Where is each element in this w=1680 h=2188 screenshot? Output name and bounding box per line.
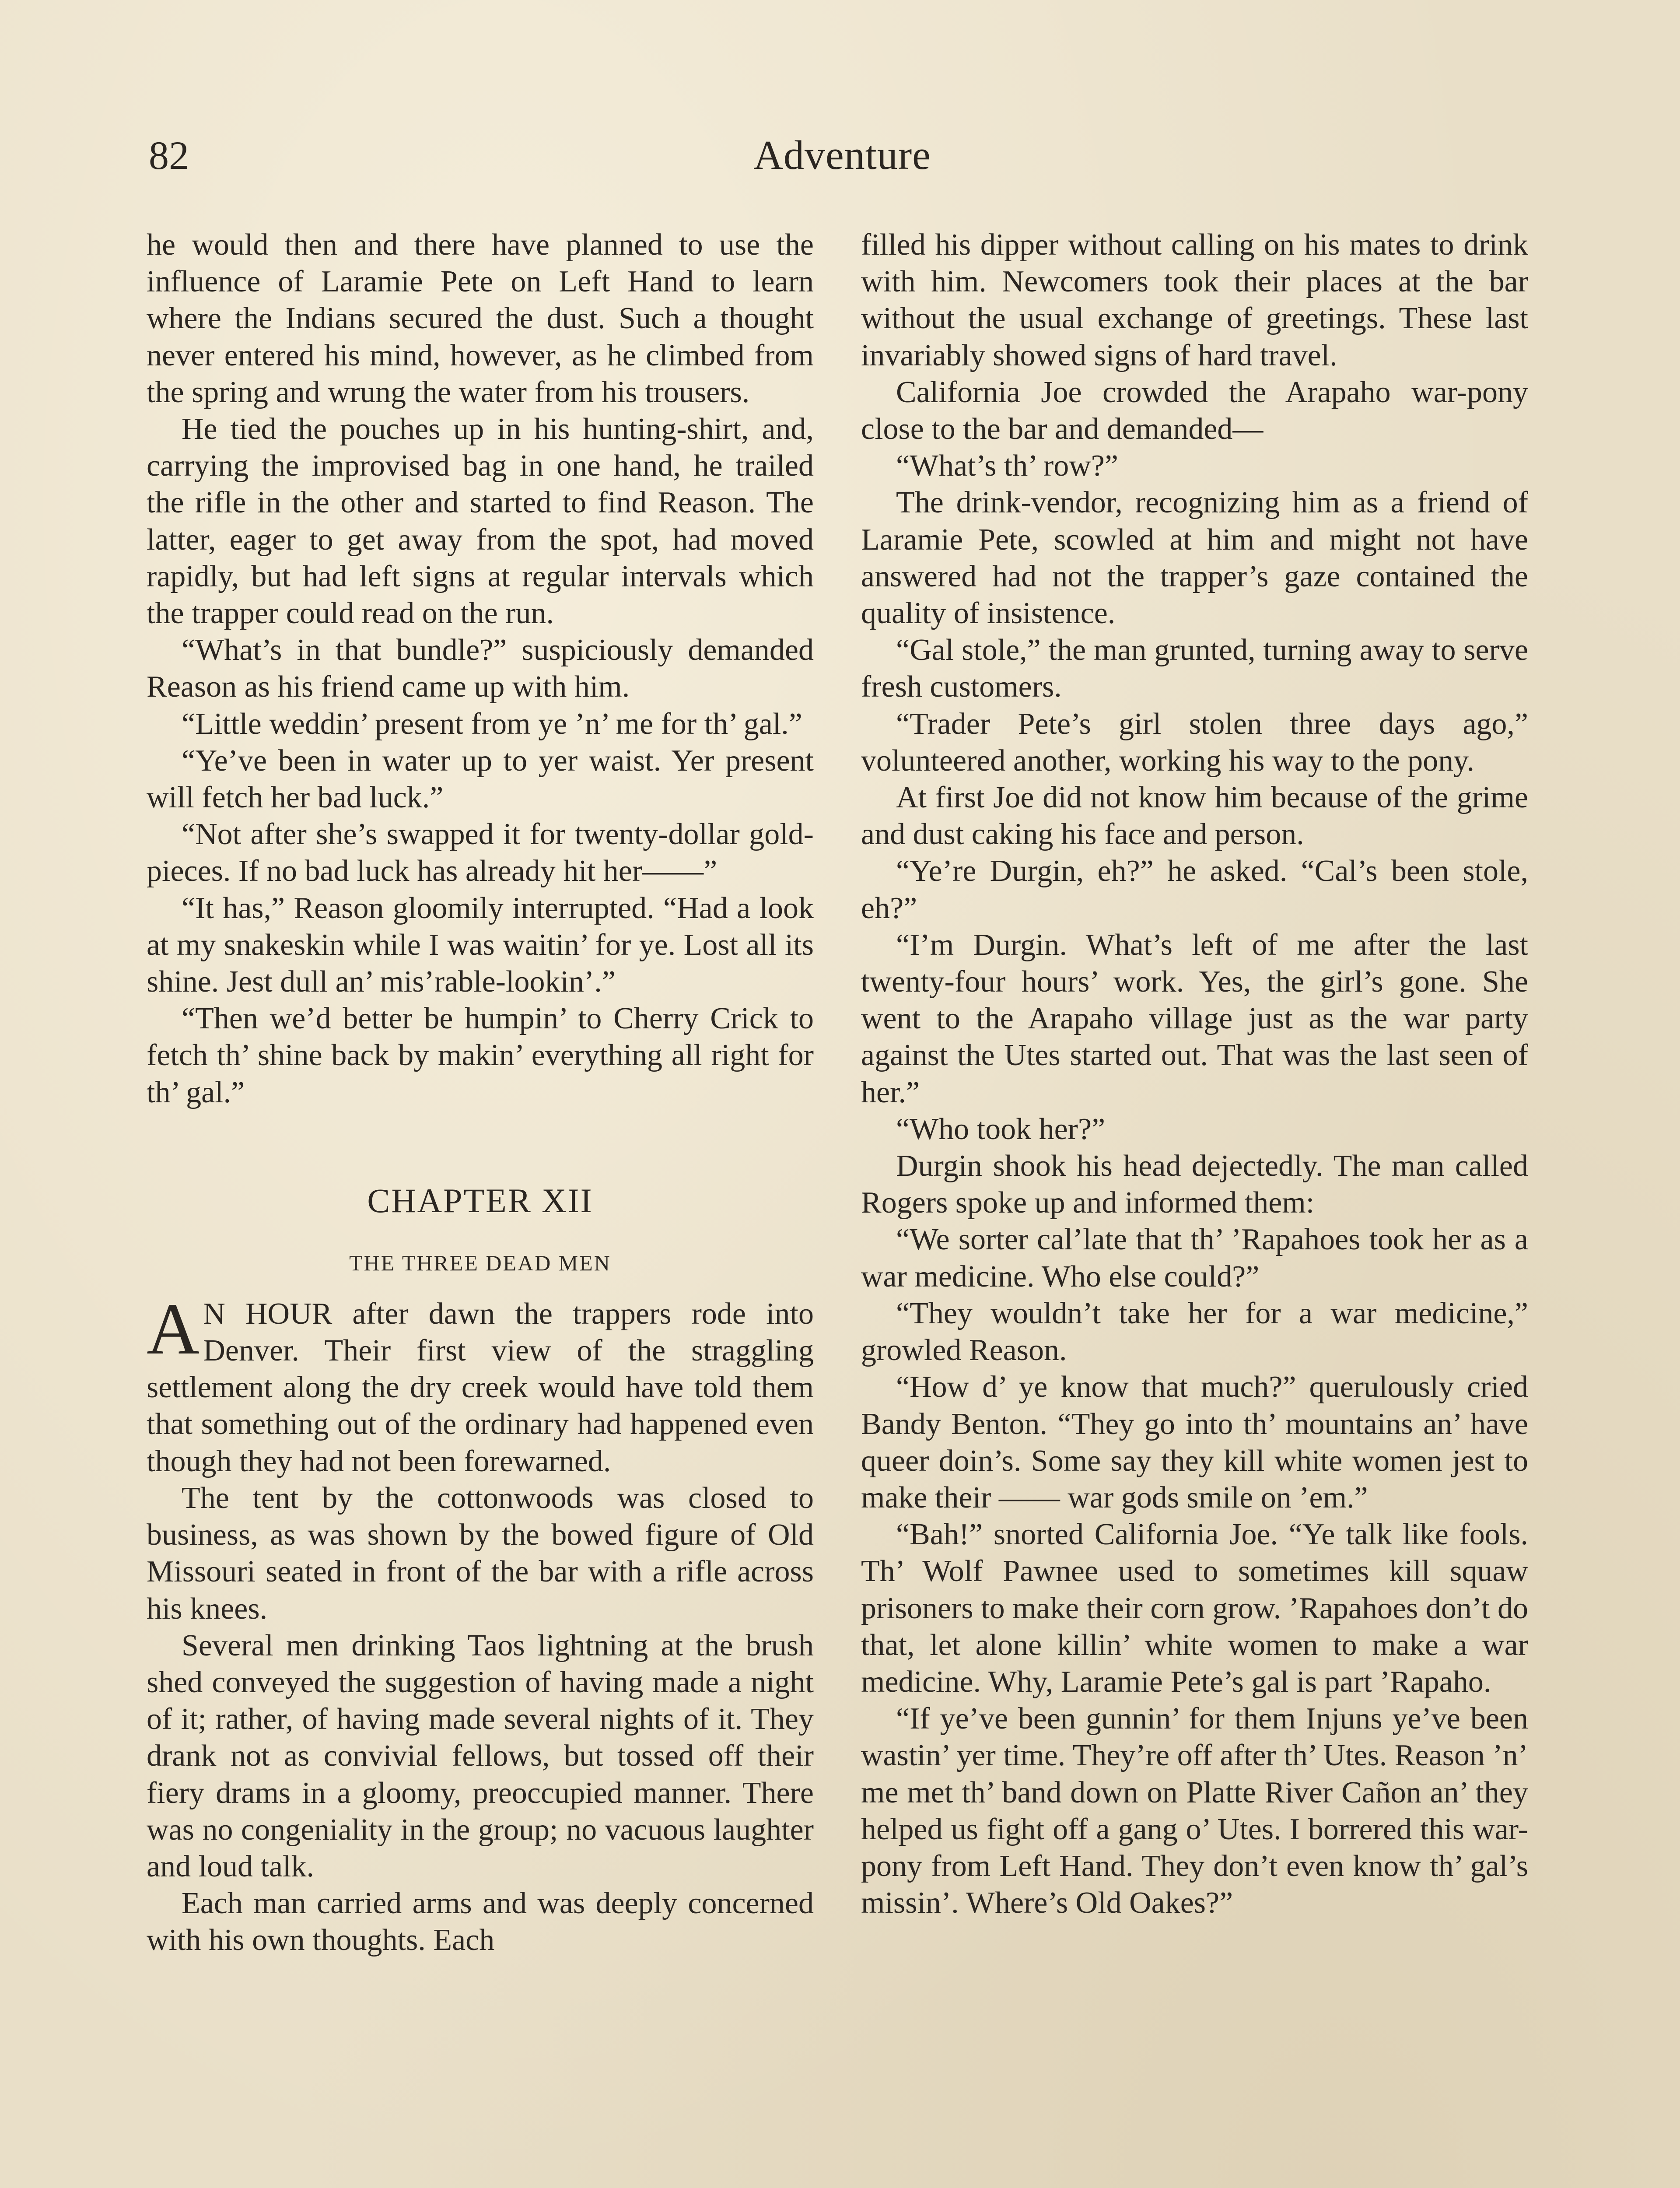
paragraph: “Not after she’s swapped it for twenty-dollar gold-pieces. If no bad luck has already hit her——” xyxy=(147,817,814,888)
paragraph: “What’s in that bundle?” suspiciously demanded Reason as his friend came up with him. xyxy=(147,633,814,704)
opening-paragraph xyxy=(147,1288,814,1480)
paragraph: “We sorter cal’late that th’ ’Rapahoes took her as a war medicine. Who else could?” xyxy=(861,1223,1528,1294)
chapter-subtitle: THE THREE DEAD MEN xyxy=(349,1250,611,1275)
paragraph: “Who took her?” xyxy=(896,1112,1106,1146)
paragraph: He tied the pouches up in his hunting-shirt, and, carrying the improvised bag in one hand, he trailed the rifle in the other and started to find Reason. The latter, eager to get away from the spot, had moved rapidly, but had left signs at regular intervals which the trapper could read on the run. xyxy=(147,412,814,631)
paragraph: he would then and there have planned to use the influence of Laramie Pete on Left Hand to learn where the Indians secured the dust. Such a thought never entered his mind, however, as he climbed from the spring and wrung the water from his trousers. xyxy=(147,228,814,409)
paragraph: “What’s th’ row?” xyxy=(896,449,1118,483)
paragraph: filled his dipper without calling on his mates to drink with him. Newcomers took their places at the bar without the usual exchange of greetings. These last invariably showed signs of hard travel. xyxy=(861,228,1528,372)
paragraph: “Trader Pete’s girl stolen three days ago,” volunteered another, working his way to the pony. xyxy=(861,707,1528,778)
paragraph: “They wouldn’t take her for a war medicine,” growled Reason. xyxy=(861,1296,1528,1368)
paragraph: “Then we’d better be humpin’ to Cherry Crick to fetch th’ shine back by makin’ everything all right for th’ gal.” xyxy=(147,1002,814,1109)
paragraph: Each man carried arms and was deeply concerned with his own thoughts. Each xyxy=(147,1886,814,1957)
left-column xyxy=(147,227,814,1959)
paragraph: “If ye’ve been gunnin’ for them Injuns ye’ve been wastin’ yer time. They’re off after th’ Utes. Reason ’n’ me met th’ band down on Platte River Cañon an’ they helped us fight off a gang o’ Utes. I borrered this war-pony from Left Hand. They don’t even know th’ gal’s missin’. Where’s Old Oakes?” xyxy=(861,1702,1528,1920)
paragraph: “How d’ ye know that much?” querulously cried Bandy Benton. “They go into th’ mountains an’ have queer doin’s. Some say they kill white women jest to make their —— war gods smile on ’em.” xyxy=(861,1370,1528,1515)
paragraph: “Ye’ve been in water up to yer waist. Yer present will fetch her bad luck.” xyxy=(147,743,814,815)
paragraph: “Gal stole,” the man grunted, turning away to serve fresh customers. xyxy=(861,633,1528,704)
paragraph: “It has,” Reason gloomily interrupted. “Had a look at my snakeskin while I was waitin’ for ye. Lost all its shine. Jest dull an’ mis’rable-lookin’.” xyxy=(147,891,814,999)
paragraph: “Bah!” snorted California Joe. “Ye talk like fools. Th’ Wolf Pawnee used to sometimes kill squaw prisoners to make their corn grow. ’Rapahoes don’t do that, let alone killin’ white women to make a war medicine. Why, Laramie Pete’s gal is part ’Rapaho. xyxy=(861,1518,1528,1699)
chapter-heading: CHAPTER XII xyxy=(367,1181,593,1220)
paragraph: California Joe crowded the Arapaho war-pony close to the bar and demanded— xyxy=(861,375,1528,446)
paragraph: “Little weddin’ present from ye ’n’ me for th’ gal.” xyxy=(182,707,802,741)
running-head xyxy=(149,127,1536,184)
paragraph: “Ye’re Durgin, eh?” he asked. “Cal’s been stole, eh?” xyxy=(861,854,1528,925)
paragraph: The drink-vendor, recognizing him as a friend of Laramie Pete, scowled at him and might not have answered had not the trapper’s gaze contained the quality of insistence. xyxy=(861,486,1528,631)
page-number: 82 xyxy=(149,133,189,178)
paragraph: At first Joe did not know him because of the grime and dust caking his face and person. xyxy=(861,781,1528,852)
paragraph: “I’m Durgin. What’s left of me after the last twenty-four hours’ work. Yes, the girl’s gone. She went to the Arapaho village just as the war party against the Utes started out. That was the last seen of her.” xyxy=(861,928,1528,1109)
magazine-title: Adventure xyxy=(753,133,931,178)
right-column xyxy=(861,227,1528,1922)
drop-cap: A xyxy=(147,1288,200,1370)
paragraph: The tent by the cottonwoods was closed to business, as was shown by the bowed figure of Old Missouri seated in front of the bar with a rifle across his knees. xyxy=(147,1481,814,1626)
paragraph: Several men drinking Taos lightning at the brush shed conveyed the suggestion of having made a night of it; rather, of having made several nights of it. They drank not as convivial fellows, but tossed off their fiery drams in a gloomy, preoccupied manner. There was no congeniality in the group; no vacuous laughter and loud talk. xyxy=(147,1628,814,1883)
paragraph: Durgin shook his head dejectedly. The man called Rogers spoke up and informed them: xyxy=(861,1149,1528,1220)
opening-text: N HOUR after dawn the trappers rode into Denver. Their first view of the straggling settlement along the dry creek would have told them that something out of the ordinary had happened even though they had not been forewarned. xyxy=(147,1297,814,1478)
